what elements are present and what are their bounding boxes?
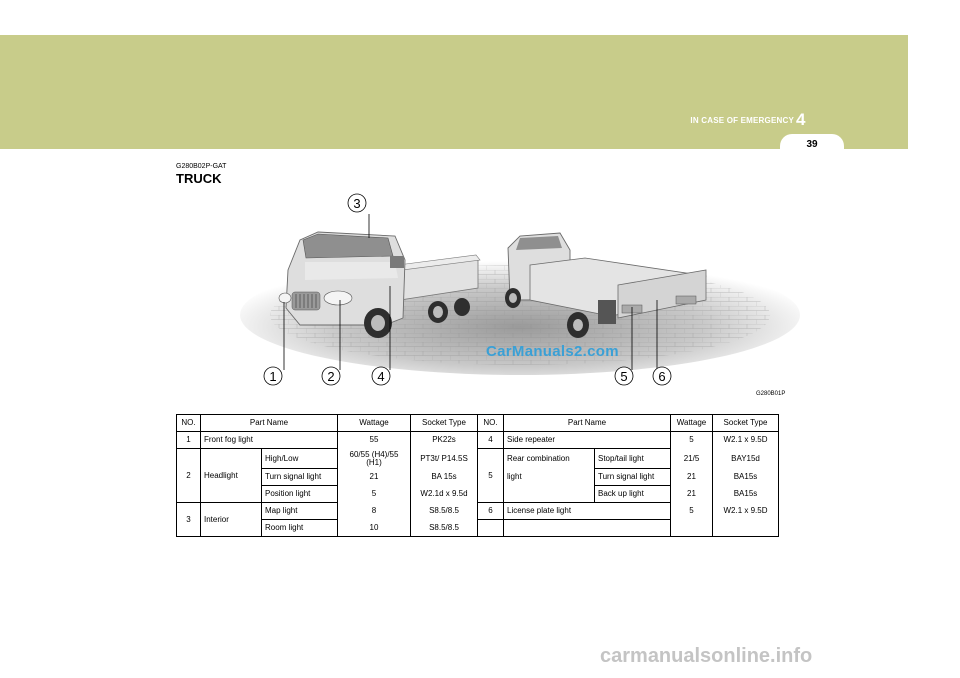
table-row [177, 520, 779, 537]
figure-code: G280B01P [756, 391, 786, 397]
table-row [177, 449, 779, 469]
callout-label-4: 4 [377, 369, 385, 384]
footer-watermark: carmanualsonline.info [600, 645, 813, 667]
cell-wattage: 21 [671, 469, 713, 486]
cell-no: 6 [478, 503, 504, 520]
header-wattage: Wattage [338, 415, 411, 432]
callout-label-6: 6 [658, 369, 666, 384]
section-title: IN CASE OF EMERGENCY [690, 116, 794, 125]
cell-subpart: High/Low [262, 449, 338, 469]
cell-subpart: Room light [262, 520, 338, 537]
header-wattage-right: Wattage [671, 415, 713, 432]
header-no-right: NO. [478, 415, 504, 432]
cell-part: Rear combination [504, 449, 595, 469]
cell-part-blank [504, 486, 595, 503]
cell-socket: S8.5/8.5 [411, 520, 478, 537]
callout-4 [372, 367, 390, 385]
header-part-name-right: Part Name [504, 415, 671, 432]
cell-no: 2 [177, 449, 201, 503]
cell-socket: S8.5/8.5 [411, 503, 478, 520]
cell-no: 4 [478, 432, 504, 449]
page-number: 39 [780, 134, 844, 158]
cell-subpart: Position light [262, 486, 338, 503]
cell-wattage: 21 [671, 486, 713, 503]
cell-socket: PT3t/ P14.5S [411, 449, 478, 469]
cell-socket: BAY15d [713, 449, 779, 469]
cell-wattage: 55 [338, 432, 411, 449]
overlay-watermark: CarManuals2.com [486, 343, 619, 360]
header-part-name: Part Name [201, 415, 338, 432]
callout-6 [653, 367, 671, 385]
cell-part: Side repeater [504, 432, 671, 449]
lamp-spec-table [176, 414, 779, 537]
cell-part: light [504, 469, 595, 486]
cell-empty [713, 520, 779, 537]
doc-title: TRUCK [176, 171, 222, 186]
chapter-number: 4 [796, 110, 806, 129]
callout-label-2: 2 [327, 369, 335, 384]
callout-label-1: 1 [269, 369, 277, 384]
cell-no: 5 [478, 449, 504, 503]
cell-empty [671, 520, 713, 537]
table-header-row [177, 415, 779, 432]
cell-wattage: 10 [338, 520, 411, 537]
cell-wattage: 8 [338, 503, 411, 520]
cell-subpart: Back up light [595, 486, 671, 503]
cell-subpart: Map light [262, 503, 338, 520]
cell-socket: BA15s [713, 486, 779, 503]
cell-part: Front fog light [201, 432, 338, 449]
header-socket-type-right: Socket Type [713, 415, 779, 432]
cell-socket: W2.1 x 9.5D [713, 503, 779, 520]
cell-wattage: 21 [338, 469, 411, 486]
callout-label-5: 5 [620, 369, 628, 384]
callout-3 [348, 194, 366, 212]
cell-wattage: 21/5 [671, 449, 713, 469]
cell-socket: BA 15s [411, 469, 478, 486]
table-row [177, 432, 779, 449]
cell-socket: W2.1 x 9.5D [713, 432, 779, 449]
cell-wattage: 5 [671, 503, 713, 520]
cell-subpart: Turn signal light [262, 469, 338, 486]
cell-wattage: 5 [338, 486, 411, 503]
cell-socket: BA15s [713, 469, 779, 486]
cell-socket: PK22s [411, 432, 478, 449]
header-no: NO. [177, 415, 201, 432]
callout-5 [615, 367, 633, 385]
cell-wattage: 5 [671, 432, 713, 449]
cell-empty [504, 520, 671, 537]
cell-empty [478, 520, 504, 537]
doc-code: G280B02P-GAT [176, 163, 227, 170]
cell-subpart: Stop/tail light [595, 449, 671, 469]
cell-socket: W2.1d x 9.5d [411, 486, 478, 503]
callout-1 [264, 367, 282, 385]
cell-wattage: 60/55 (H4)/55 (H1) [338, 449, 411, 469]
table-row [177, 503, 779, 520]
cell-no: 3 [177, 503, 201, 537]
cell-subpart: Turn signal light [595, 469, 671, 486]
header-socket-type: Socket Type [411, 415, 478, 432]
callout-label-3: 3 [353, 196, 361, 211]
cell-part: License plate light [504, 503, 671, 520]
cell-part: Headlight [201, 449, 262, 503]
cell-no: 1 [186, 435, 191, 444]
cell-part: Interior [201, 503, 262, 537]
callout-2 [322, 367, 340, 385]
